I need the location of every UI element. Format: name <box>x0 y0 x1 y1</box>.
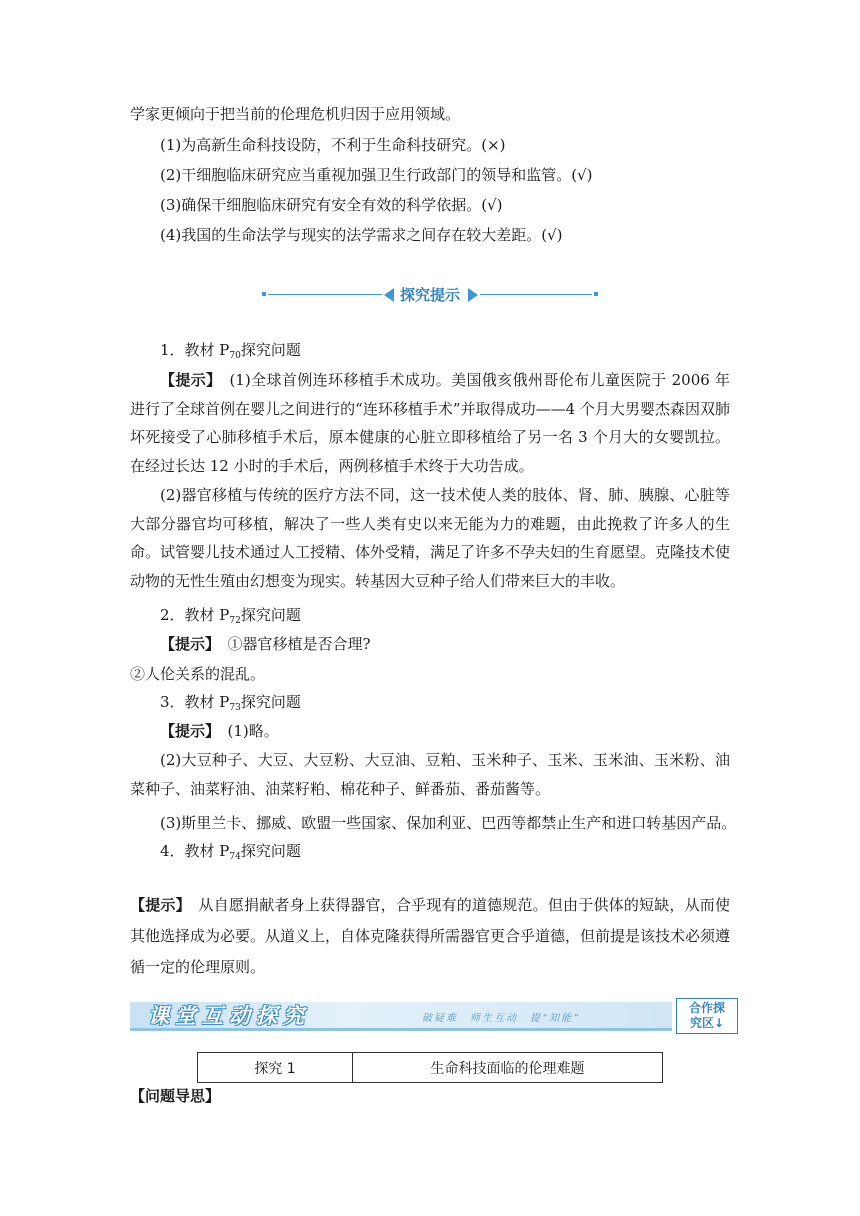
divider-rule-left <box>268 294 382 295</box>
judgment-1: (1)为高新生命科技设防，不利于生命科技研究。(×) <box>160 136 506 154</box>
hint-3-paragraph-3: (3)斯里兰卡、挪威、欧盟一些国家、保加利亚、巴西等都禁止生产和进口转基因产品。 <box>160 814 737 832</box>
hint-1-paragraph-2: (2)器官移植与传统的医疗方法不同，这一技术使人类的肢体、肾、肺、胰腺、心脏等大部分器官均可移植，解决了一些人类有史以来无能为力的难题，由此挽救了许多人的生命。试管婴儿技术通过人工授精、体外受精，满足了许多不孕夫妇的生育愿望。克隆技术使动物的无性生殖由幻想变为现实。转基因大豆种子给人们带来巨大的丰收。 <box>130 486 731 590</box>
banner-slogan: 破疑难 师生互动 提“知能” <box>422 1013 581 1024</box>
judgment-4: (4)我国的生命法学与现实的法学需求之间存在较大差距。(√) <box>160 226 563 244</box>
divider-dot-icon <box>594 292 598 296</box>
judgment-2: (2)干细胞临床研究应当重视加强卫生行政部门的领导和监管。(√) <box>160 166 593 184</box>
intro-tail: 学家更倾向于把当前的伦理危机归因于应用领域。 <box>130 105 461 123</box>
section-banner <box>130 996 738 1036</box>
table-row <box>198 1053 663 1083</box>
judgment-3: (3)确保干细胞临床研究有安全有效的科学依据。(√) <box>160 196 503 214</box>
topic-title-cell: 生命科技面临的伦理难题 <box>353 1053 663 1083</box>
hint-1-heading: 1．教材 $P_{70}$探究问题 <box>160 341 301 361</box>
topic-number-cell: 探究 1 <box>198 1053 353 1083</box>
hint-2-paragraph-1: 【提示】 ①器官移植是否合理? <box>160 635 371 653</box>
banner-title: 课堂互动探究 <box>148 1003 310 1028</box>
hint-1-paragraph-1: 【提示】 (1)全球首例连环移植手术成功。美国俄亥俄州哥伦布儿童医院于 2006 年进行了全球首例在婴儿之间进行的“连环移植手术”并取得成功——4 个月大男婴杰森因双肺坏死接受了心肺移植手术后，原本健康的心脏立即移植给了另一名 3 个月大的女婴凯拉。在经过长达 12 小时的手术后，两例移植手术终于大功告成。 <box>130 371 730 475</box>
hint-4-paragraph-1: 【提示】 从自愿捐献者身上获得器官，合乎现有的道德规范。但由于供体的短缺，从而使其他选择成为必要。从道义上，自体克隆获得所需器官更合乎道德，但前提是该技术必须遵循一定的伦理原则。 <box>130 896 731 976</box>
hint-3-heading: 3．教材 $P_{73}$探究问题 <box>160 693 301 713</box>
badge-line-1: 合作探 <box>688 1001 725 1015</box>
badge-line-2: 究区↓ <box>689 1016 725 1030</box>
section-divider <box>262 286 598 304</box>
hint-3-paragraph-1: 【提示】 (1)略。 <box>160 722 279 740</box>
arrow-left-icon <box>384 288 394 302</box>
hint-4-heading: 4．教材 $P_{74}$探究问题 <box>160 842 301 862</box>
hint-2-paragraph-2: ②人伦关系的混乱。 <box>130 665 266 683</box>
cooperative-inquiry-badge <box>676 998 738 1034</box>
hint-2-heading: 2．教材 $P_{72}$探究问题 <box>160 606 301 626</box>
topic-table <box>197 1052 663 1083</box>
divider-dot-icon <box>262 292 266 296</box>
divider-rule-right <box>480 294 592 295</box>
arrow-right-icon <box>468 288 478 302</box>
divider-label: 探究提示 <box>400 286 461 304</box>
question-heading: 【问题导思】 <box>130 1087 221 1105</box>
hint-3-paragraph-2: (2)大豆种子、大豆、大豆粉、大豆油、豆粕、玉米种子、玉米、玉米油、玉米粉、油菜种子、油菜籽油、油菜籽粕、棉花种子、鲜番茄、番茄酱等。 <box>130 751 730 798</box>
